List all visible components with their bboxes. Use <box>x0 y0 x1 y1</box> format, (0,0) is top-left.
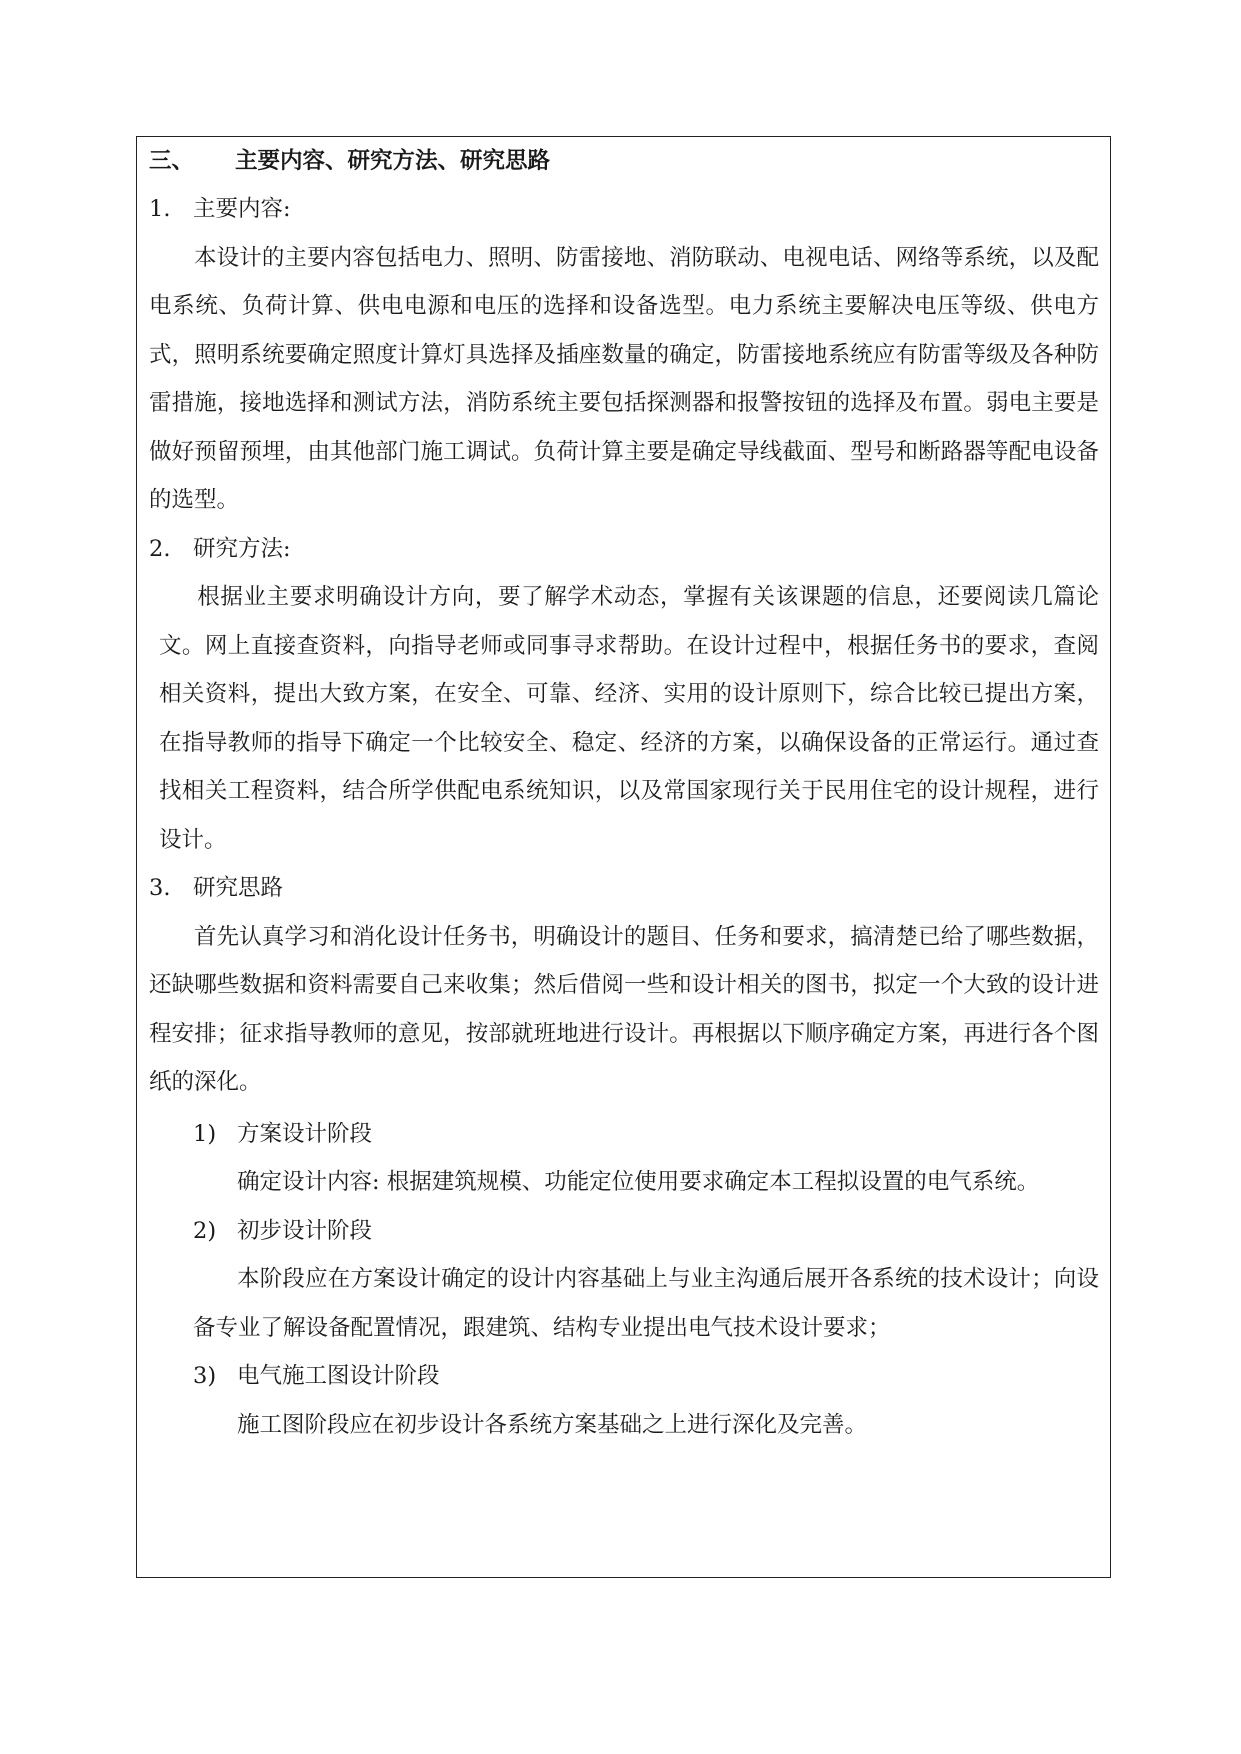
stage-1-title: 方案设计阶段 <box>237 1120 373 1147</box>
part2-number: 2. <box>149 535 171 562</box>
stage-1-body: 确定设计内容: 根据建筑规模、功能定位使用要求确定本工程拟设置的电气系统。 <box>237 1169 1040 1195</box>
part3-number: 3. <box>149 875 171 901</box>
part3-heading <box>149 864 1099 913</box>
part2-heading <box>149 525 1099 574</box>
stage-3-heading <box>149 1352 1099 1401</box>
part1-title: 主要内容: <box>193 196 291 222</box>
part1-heading <box>149 185 1099 234</box>
section-number: 三、 <box>149 148 195 174</box>
stage-2-marker: 2) <box>193 1217 217 1244</box>
part3-paragraph: 首先认真学习和消化设计任务书，明确设计的题目、任务和要求，搞清楚已给了哪些数据，还缺哪些数据和资料需要自己来收集；然后借阅一些和设计相关的图书，拟定一个大致的设计进程安排；征求指导教师的意见，按部就班地进行设计。再根据以下顺序确定方案，再进行各个图纸的深化。 <box>149 923 1099 1095</box>
stage-2-body: 本阶段应在方案设计确定的设计内容基础上与业主沟通后展开各系统的技术设计；向设备专业了解设备配置情况，跟建筑、结构专业提出电气技术设计要求； <box>193 1266 1099 1341</box>
stage-1-marker: 1) <box>193 1120 217 1147</box>
part3-title: 研究思路 <box>193 875 284 901</box>
stage-2-title: 初步设计阶段 <box>237 1217 373 1244</box>
stage-3-marker: 3) <box>193 1363 217 1389</box>
content-table-cell <box>136 136 1111 1578</box>
document-body <box>137 137 1110 1577</box>
part1-number: 1. <box>149 196 171 222</box>
section-title: 主要内容、研究方法、研究思路 <box>235 148 551 174</box>
part2-title: 研究方法: <box>193 535 291 562</box>
stage-2-heading <box>149 1207 1099 1256</box>
section-heading <box>149 137 1099 185</box>
part2-paragraph: 根据业主要求明确设计方向，要了解学术动态，掌握有关该课题的信息，还要阅读几篇论文。网上直接查资料，向指导老师或同事寻求帮助。在设计过程中，根据任务书的要求，查阅相关资料，提出大致方案，在安全、可靠、经济、实用的设计原则下，综合比较已提出方案，在指导教师的指导下确定一个比较安全、稳定、经济的方案，以确保设备的正常运行。通过查找相关工程资料，结合所学供配电系统知识，以及常国家现行关于民用住宅的设计规程，进行设计。 <box>159 584 1099 853</box>
part1-paragraph: 本设计的主要内容包括电力、照明、防雷接地、消防联动、电视电话、网络等系统，以及配电系统、负荷计算、供电电源和电压的选择和设备选型。电力系统主要解决电压等级、供电方式，照明系统要确定照度计算灯具选择及插座数量的确定，防雷接地系统应有防雷等级及各种防雷措施，接地选择和测试方法，消防系统主要包括探测器和报警按钮的选择及布置。弱电主要是做好预留预埋，由其他部门施工调试。负荷计算主要是确定导线截面、型号和断路器等配电设备的选型。 <box>149 244 1099 513</box>
stage-3-body: 施工图阶段应在初步设计各系统方案基础之上进行深化及完善。 <box>237 1411 868 1438</box>
stage-1-heading <box>149 1110 1099 1159</box>
stage-3-title: 电气施工图设计阶段 <box>237 1363 440 1389</box>
